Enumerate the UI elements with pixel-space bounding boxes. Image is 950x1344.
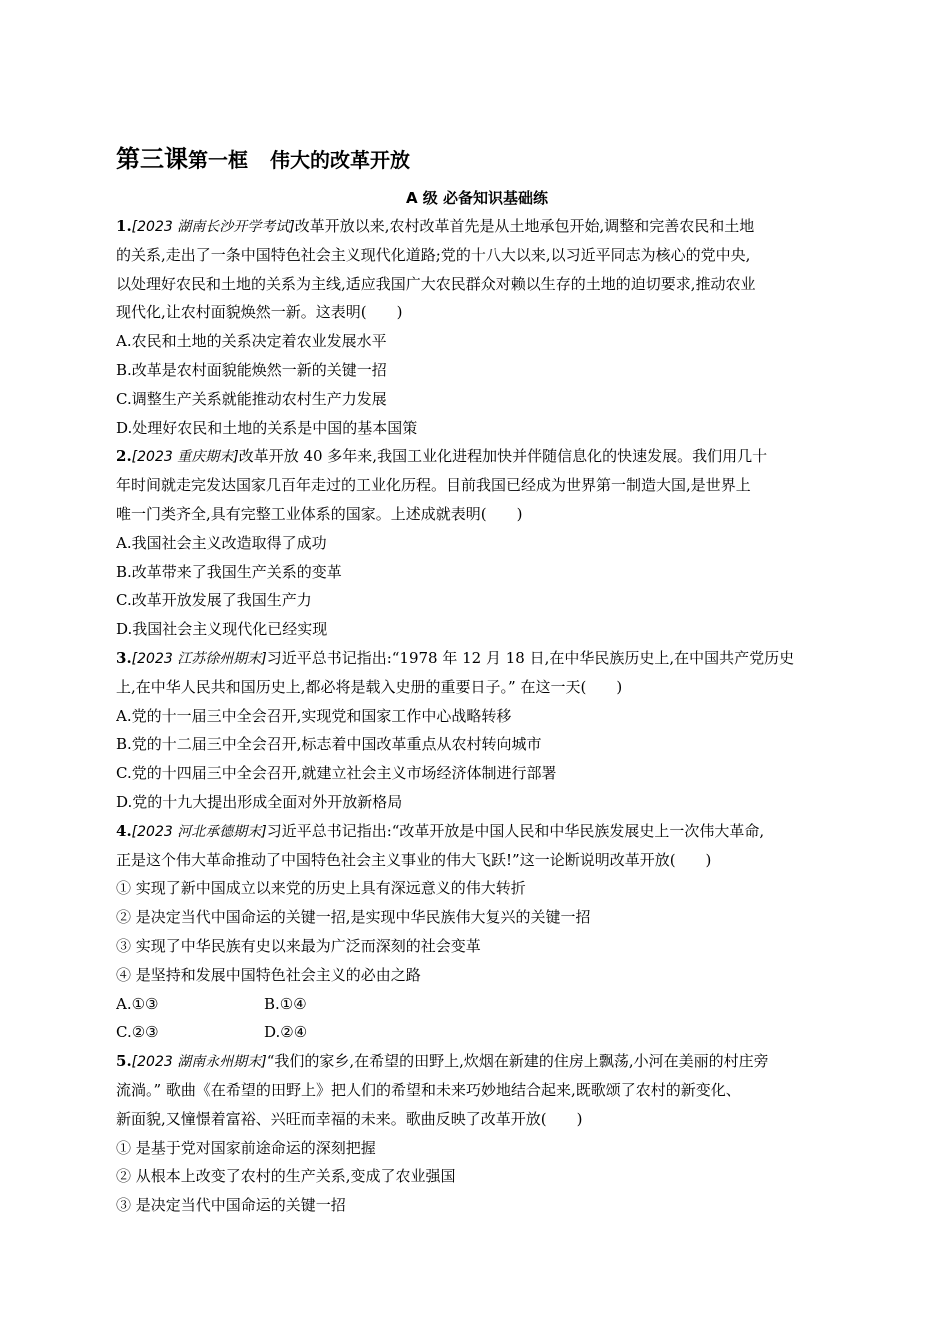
option-a: A.①③: [116, 994, 159, 1013]
option-c: C.党的十四届三中全会召开,就建立社会主义市场经济体制进行部署: [116, 764, 557, 783]
option-a: A.我国社会主义改造取得了成功: [116, 533, 327, 552]
question-3: [116, 644, 838, 817]
topic-label: 伟大的改革开放: [270, 148, 410, 172]
option-d: D.②④: [264, 1023, 308, 1042]
option-a: A.党的十一届三中全会召开,实现党和国家工作中心战略转移: [116, 706, 512, 725]
statement-2: ② 从根本上改变了农村的生产关系,变成了农业强国: [116, 1167, 456, 1186]
question-stem-line: 2.[2023 重庆期末]改革开放 40 多年来,我国工业化进程加快并伴随信息化的快速发展。我们用几十: [116, 447, 768, 466]
option-c: C.调整生产关系就能推动农村生产力发展: [116, 389, 387, 408]
stem-text: 改革开放以来,农村改革首先是从土地承包开始,调整和完善农民和土地: [294, 217, 755, 235]
question-stem-line: 1.[2023 湖南长沙开学考试]改革开放以来,农村改革首先是从土地承包开始,调整和完善农民和土地: [116, 217, 755, 235]
option-c: C.②③: [116, 1023, 159, 1042]
question-5: [116, 1047, 838, 1220]
statement-4: ④ 是坚持和发展中国特色社会主义的必由之路: [116, 965, 421, 984]
question-2: [116, 442, 838, 644]
statement-3: ③ 是决定当代中国命运的关键一招: [116, 1196, 346, 1215]
stem-text: 新面貌,又憧憬着富裕、兴旺而幸福的未来。歌曲反映了改革开放( ): [116, 1109, 583, 1128]
question-source: [2023 重庆期末]: [131, 449, 239, 466]
page-title: [116, 142, 838, 176]
question-number: 5: [116, 1052, 127, 1071]
stem-text: 上,在中华人民共和国历史上,都必将是载入史册的重要日子。” 在这一天( ): [116, 677, 623, 696]
statement-1: ① 是基于党对国家前途命运的深刻把握: [116, 1138, 376, 1157]
option-a: A.农民和土地的关系决定着农业发展水平: [116, 332, 387, 351]
statement-2: ② 是决定当代中国命运的关键一招,是实现中华民族伟大复兴的关键一招: [116, 908, 591, 927]
statement-3: ③ 实现了中华民族有史以来最为广泛而深刻的社会变革: [116, 936, 481, 955]
stem-text: 改革开放 40 多年来,我国工业化进程加快并伴随信息化的快速发展。我们用几十: [238, 447, 768, 466]
option-b: B.党的十二届三中全会召开,标志着中国改革重点从农村转向城市: [116, 735, 542, 754]
lesson-label: 第三课: [116, 145, 188, 173]
question-source: [2023 江苏徐州期末]: [131, 650, 267, 667]
question-stem-line: 5.[2023 湖南永州期末]“我们的家乡,在希望的田野上,炊烟在新建的住房上飘荡,小河在美丽的村庄旁: [116, 1052, 769, 1071]
question-source: [2023 河北承德期末]: [131, 823, 267, 840]
question-stem-line: 4.[2023 河北承德期末]习近平总书记指出:“改革开放是中国人民和中华民族发展史上一次伟大革命,: [116, 821, 765, 840]
stem-text: 习近平总书记指出:“1978 年 12 月 18 日,在中华民族历史上,在中国共产党历史: [266, 648, 795, 667]
option-b: B.改革带来了我国生产关系的变革: [116, 562, 342, 581]
question-number: 2: [116, 447, 127, 466]
choice-row: [116, 990, 838, 1019]
stem-text: 正是这个伟大革命推动了中国特色社会主义事业的伟大飞跃!”这一论断说明改革开放( ): [116, 850, 712, 869]
option-c: C.改革开放发展了我国生产力: [116, 591, 312, 610]
option-b: B.改革是农村面貌能焕然一新的关键一招: [116, 360, 387, 379]
question-number: 1: [116, 217, 127, 235]
stem-text: 流淌。” 歌曲《在希望的田野上》把人们的希望和未来巧妙地结合起来,既歌颂了农村的新变化、: [116, 1080, 741, 1099]
stem-text: 的关系,走出了一条中国特色社会主义现代化道路;党的十八大以来,以习近平同志为核心的党中央,: [116, 245, 751, 264]
question-stem-line: 3.[2023 江苏徐州期末]习近平总书记指出:“1978 年 12 月 18 日,在中华民族历史上,在中国共产党历史: [116, 648, 795, 667]
question-1: [116, 212, 838, 442]
question-number: 3: [116, 648, 127, 667]
question-source: [2023 湖南长沙开学考试]: [131, 219, 295, 235]
option-b: B.①④: [264, 994, 307, 1013]
question-4: [116, 817, 838, 1047]
page-content: [116, 142, 838, 1220]
section-label: 第一框: [188, 148, 248, 172]
option-d: D.处理好农民和土地的关系是中国的基本国策: [116, 418, 418, 437]
stem-text: 习近平总书记指出:“改革开放是中国人民和中华民族发展史上一次伟大革命,: [266, 821, 765, 840]
option-d: D.我国社会主义现代化已经实现: [116, 620, 328, 639]
option-d: D.党的十九大提出形成全面对外开放新格局: [116, 792, 403, 811]
stem-text: 唯一门类齐全,具有完整工业体系的国家。上述成就表明( ): [116, 504, 523, 523]
stem-text: “我们的家乡,在希望的田野上,炊烟在新建的住房上飘荡,小河在美丽的村庄旁: [266, 1052, 769, 1071]
statement-1: ① 实现了新中国成立以来党的历史上具有深远意义的伟大转折: [116, 879, 526, 898]
stem-text: 年时间就走完发达国家几百年走过的工业化历程。目前我国已经成为世界第一制造大国,是世界上: [116, 476, 751, 495]
level-heading: A 级 必备知识基础练: [405, 189, 549, 207]
stem-text: 以处理好农民和土地的关系为主线,适应我国广大农民群众对赖以生存的土地的迫切要求,推动农业: [116, 274, 756, 293]
choice-row: [116, 1018, 838, 1047]
stem-text: 现代化,让农村面貌焕然一新。这表明( ): [116, 303, 403, 322]
question-source: [2023 湖南永州期末]: [131, 1054, 267, 1071]
question-number: 4: [116, 821, 127, 840]
